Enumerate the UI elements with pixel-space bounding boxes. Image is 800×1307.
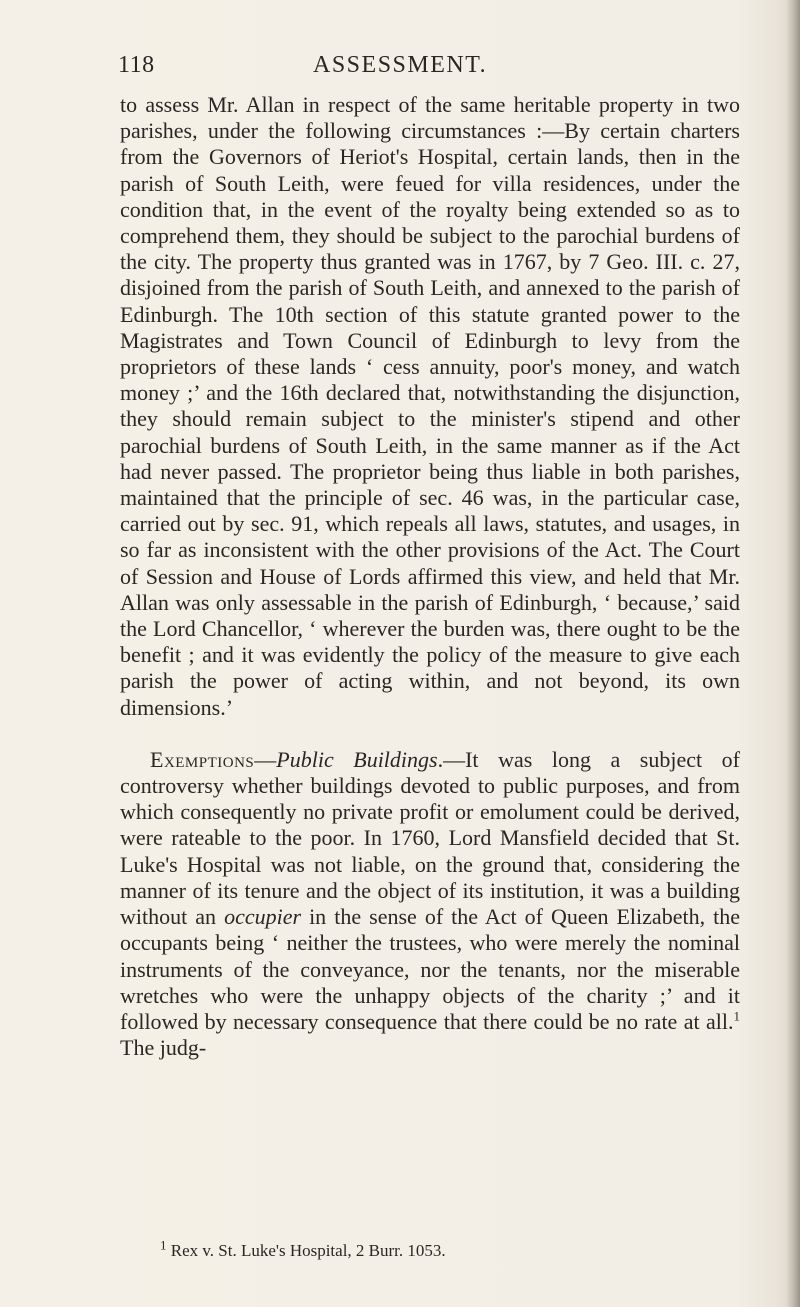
main-text	[120, 92, 740, 1061]
paragraph-exemptions-text-c: The judg-	[120, 1035, 207, 1061]
paragraph-allan-case: to assess Mr. Allan in respect of the same heritable property in two parishes, under the following circumstances :—By certain charters from the Governors of Heriot's Hospital, certain lands, then in the parish of South Leith, were feued for villa residences, under the condition that, in the event of the royalty being extended so as to comprehend them, they should be subject to the parochial burdens of the city. The property thus granted was in 1767, by 7 Geo. III. c. 27, disjoined from the parish of South Leith, and annexed to the parish of Edinburgh. The 10th section of this statute granted power to the Magistrates and Town Council of Edinburgh to levy from the proprietors of these lands ‘ cess annuity, poor's money, and watch money ;’ and the 16th declared that, notwithstanding the disjunction, they should remain subject to the minister's stipend and other parochial burdens of South Leith, in the same manner as if the Act had never passed. The proprietor being thus liable in both parishes, maintained that the principle of sec. 46 was, in the particular case, carried out by sec. 91, which repeals all laws, statutes, and usages, in so far as inconsistent with the other provisions of the Act. The Court of Session and House of Lords affirmed this view, and held that Mr. Allan was only assessable in the parish of Edinburgh, ‘ because,’ said the Lord Chancellor, ‘ wherever the burden was, there ought to be the benefit ; and it was evidently the policy of the measure to give each parish the power of acting within, and not beyond, its own dimensions.’	[120, 92, 740, 720]
paragraph-exemptions-text-b: in the sense of the Act of Queen Elizabeth, the occupants being ‘ neither the trustees, who were merely the nominal instruments of the conveyance, nor the tenants, nor the miserable wretches who were the unhappy objects of the charity ;’ and it followed by necessary consequence that there could be no rate at all.	[120, 904, 740, 1034]
italic-occupier: occupier	[224, 904, 302, 930]
footnote-text: Rex v. St. Luke's Hospital, 2 Burr. 1053.	[166, 1241, 446, 1260]
footnote-reference: 1	[733, 1008, 740, 1024]
page-header	[118, 52, 738, 82]
footnote	[160, 1237, 740, 1261]
running-head: ASSESSMENT.	[313, 52, 488, 78]
paragraph-exemptions	[120, 747, 740, 1061]
subheading-public-buildings: Public Buildings	[276, 746, 438, 772]
paragraph-exemptions-text-a: .—It was long a subject of controversy whether buildings devoted to public purposes, and from which consequently no private profit or emolument could be derived, were rateable to the poor. In 1760, Lord Mansfield decided that St. Luke's Hospital was not liable, on the ground that, considering the manner of its tenure and the object of its institution, it was a building without an	[120, 746, 740, 930]
page-edge-shadow	[786, 0, 800, 1307]
heading-dash: —	[254, 746, 277, 772]
page-number: 118	[118, 52, 155, 78]
footnote-mark: 1	[160, 1237, 167, 1253]
section-heading-exemptions: Exemptions	[150, 746, 255, 772]
